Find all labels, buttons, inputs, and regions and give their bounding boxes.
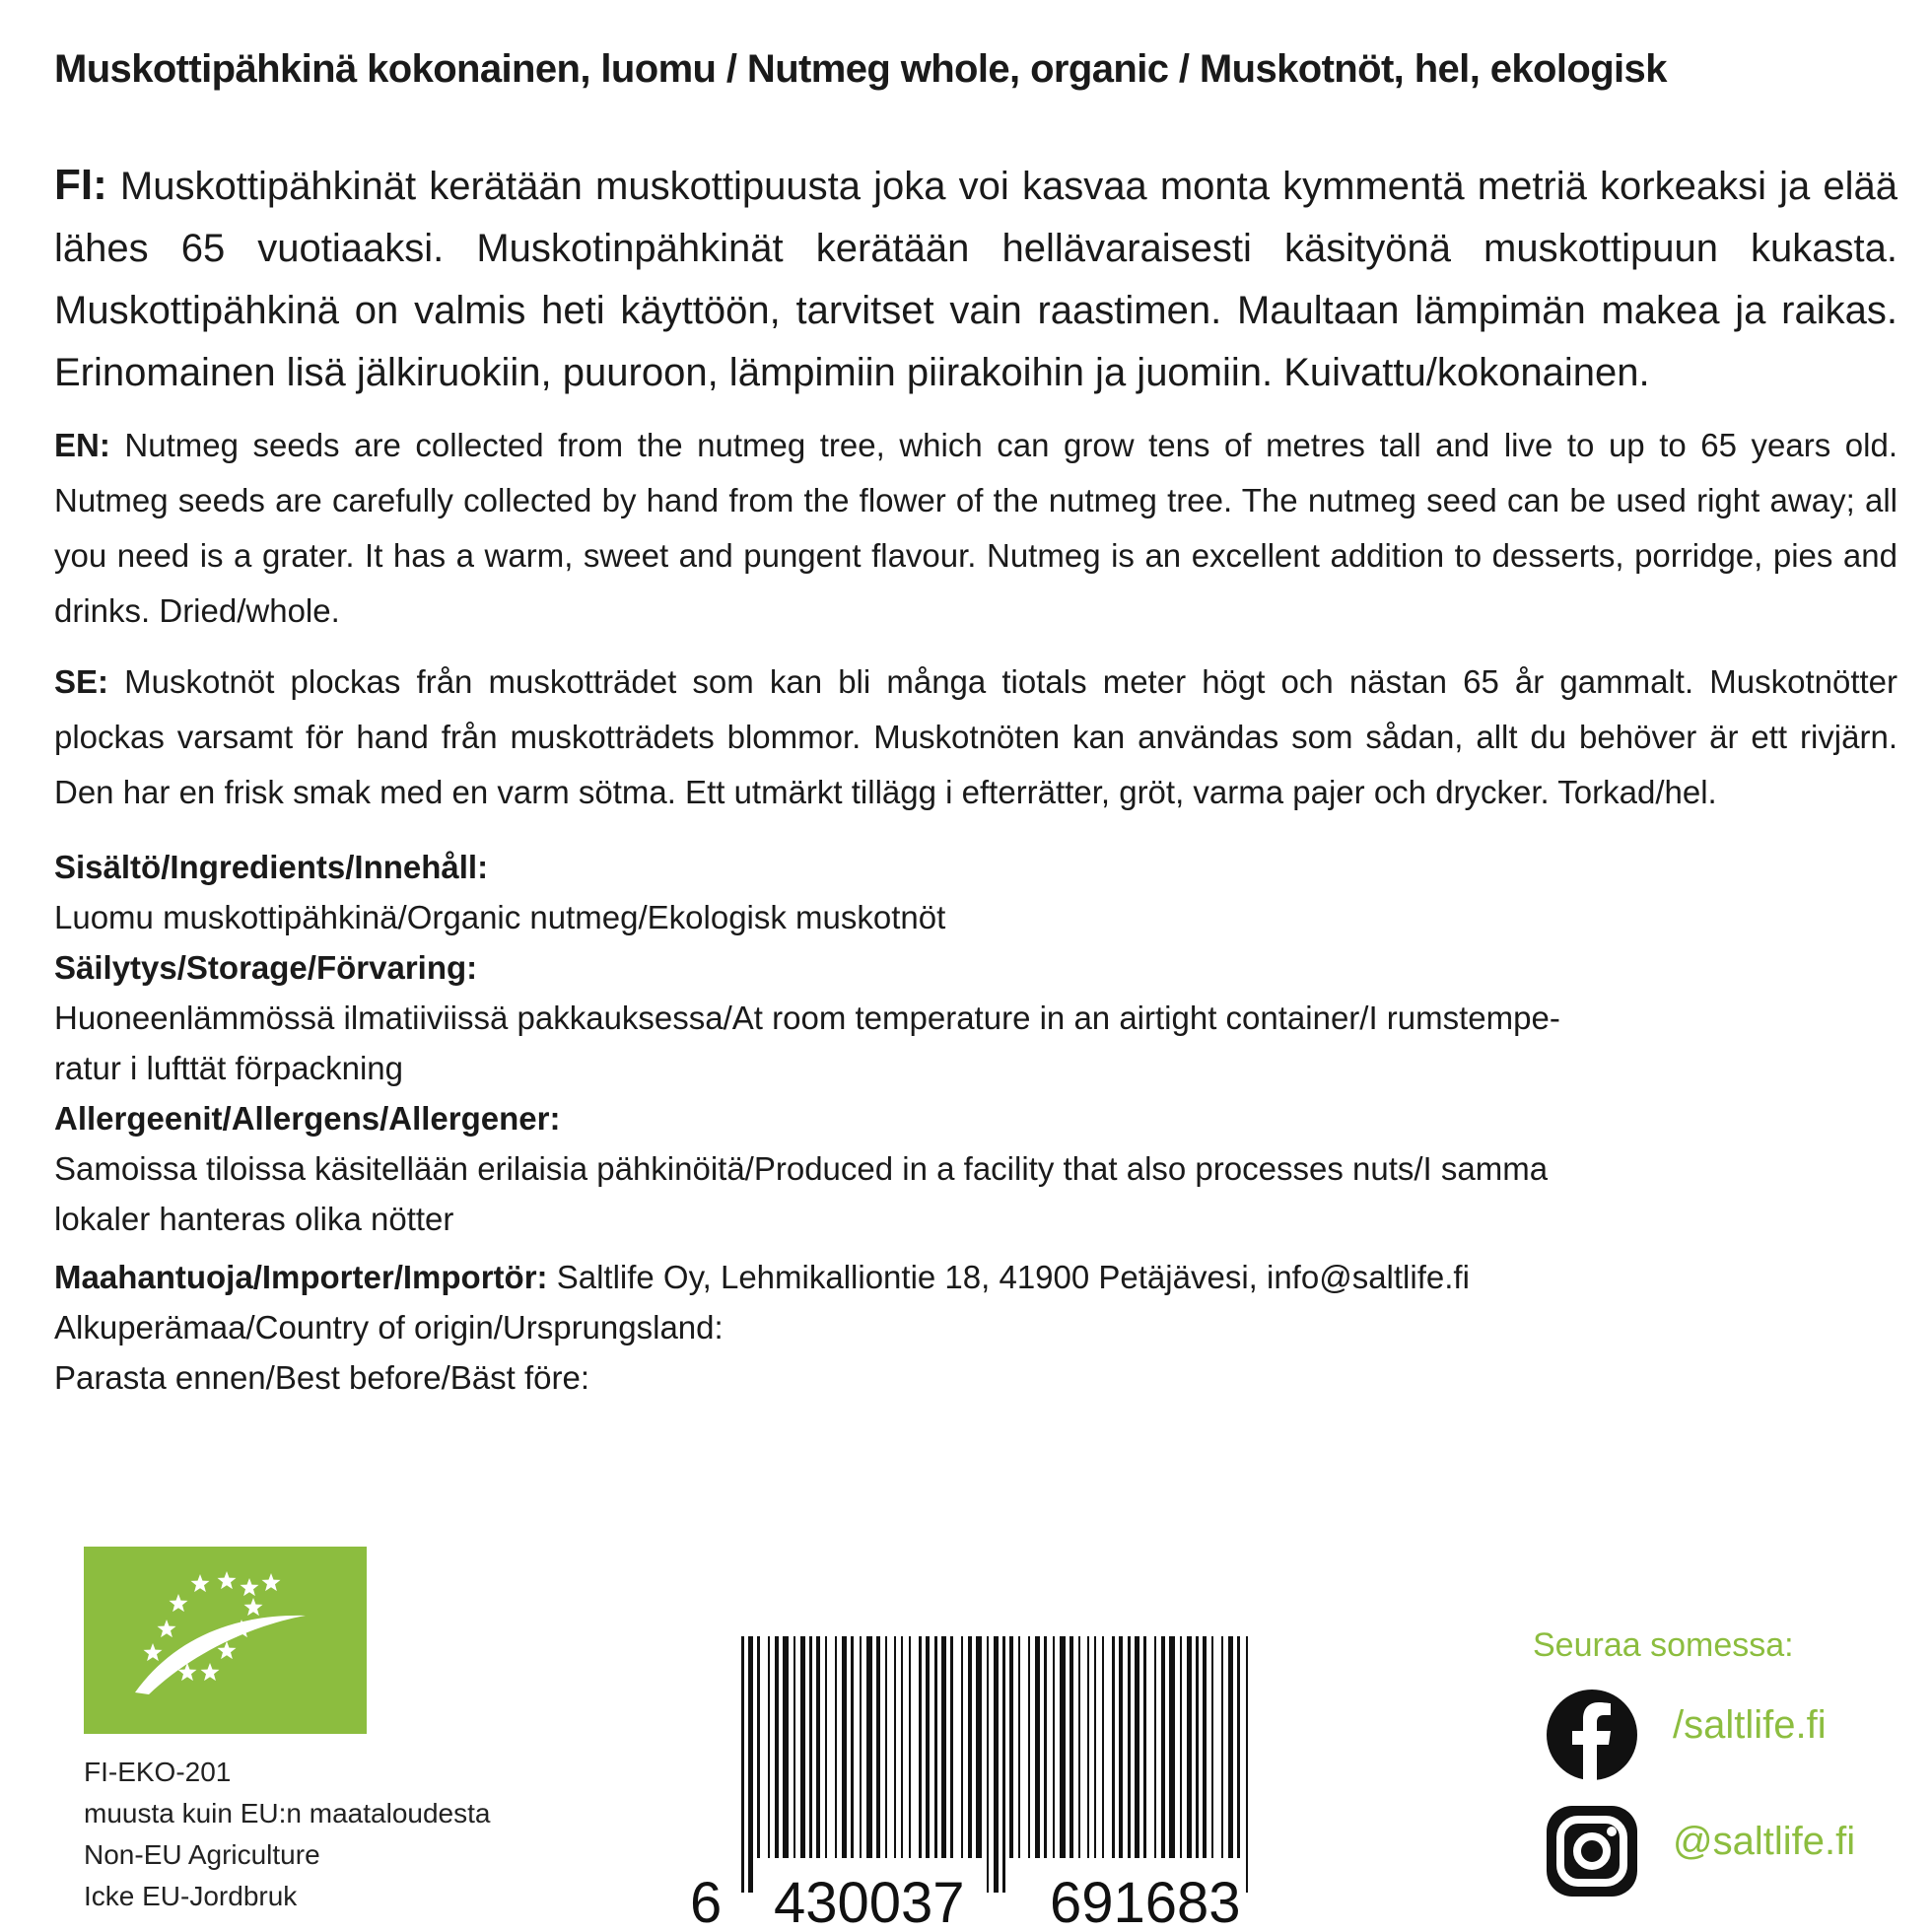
barcode-bar [1028, 1636, 1030, 1858]
social-media-block [1533, 1626, 1907, 1922]
barcode-bar [1094, 1636, 1096, 1858]
barcode-bar [1154, 1636, 1156, 1858]
barcode-bar [794, 1636, 795, 1858]
eu-star-icon [218, 1571, 237, 1589]
barcode-bar [909, 1636, 911, 1858]
barcode-bar [1044, 1636, 1047, 1858]
eu-star-icon [244, 1598, 263, 1616]
barcode-bar [809, 1636, 812, 1858]
barcode-bar [1009, 1636, 1013, 1858]
barcode-bar [1221, 1636, 1223, 1858]
importer-heading: Maahantuoja/Importer/Importör: [54, 1259, 548, 1295]
follow-label: Seuraa somessa: [1533, 1626, 1794, 1664]
barcode-bar [994, 1636, 999, 1893]
barcode-bar [961, 1636, 963, 1858]
barcode-digits-left: 430037 [774, 1871, 965, 1932]
country-of-origin: Alkuperämaa/Country of origin/Ursprungsland: [54, 1309, 724, 1346]
organic-origin-en: Non-EU Agriculture [84, 1839, 320, 1870]
eu-star-icon [144, 1643, 163, 1661]
barcode-bar [741, 1636, 744, 1893]
barcode-bar [919, 1636, 922, 1858]
barcode-bar [1180, 1636, 1182, 1858]
barcode-bar [800, 1636, 805, 1858]
storage-text-line1: Huoneenlämmössä ilmatiiviissä pakkauksessa/At room temperature in an airtight container/I rumstempe- [54, 1000, 1560, 1036]
barcode-bar [1035, 1636, 1040, 1858]
barcode-bar [1211, 1636, 1213, 1858]
barcode-bar [757, 1636, 760, 1858]
label-footer [0, 1543, 1932, 1932]
barcode-digits-right: 691683 [1050, 1871, 1241, 1932]
barcode-bar [1203, 1636, 1207, 1858]
barcode-bar [1161, 1636, 1165, 1858]
barcode-bar [1060, 1636, 1066, 1858]
lang-tag-fi: FI: [54, 161, 107, 209]
barcode-bar [894, 1636, 896, 1858]
eu-star-icon [201, 1663, 220, 1681]
instagram-row[interactable] [1545, 1804, 1899, 1902]
barcode-bar [885, 1636, 887, 1858]
barcode-bar [941, 1636, 946, 1858]
facebook-row[interactable] [1545, 1688, 1899, 1786]
barcode-bar [768, 1636, 770, 1858]
ingredients-text: Luomu muskottipähkinä/Organic nutmeg/Ekologisk muskotnöt [54, 899, 946, 935]
barcode-bar [976, 1636, 982, 1858]
barcode-digit-first: 6 [690, 1871, 723, 1932]
lang-tag-se: SE: [54, 663, 109, 700]
facebook-handle[interactable]: /saltlife.fi [1673, 1703, 1827, 1747]
organic-certification [84, 1752, 490, 1917]
storage-heading: Säilytys/Storage/Förvaring: [54, 949, 478, 986]
barcode-bar [1237, 1636, 1240, 1858]
barcode-bar [934, 1636, 937, 1858]
barcode-bar [1018, 1636, 1020, 1858]
organic-origin-fi: muusta kuin EU:n maataloudesta [84, 1798, 491, 1828]
barcode-bar [851, 1636, 854, 1858]
barcode-bar [1002, 1636, 1005, 1893]
instagram-icon [1545, 1804, 1639, 1898]
eu-star-icon [170, 1594, 188, 1612]
product-info [54, 842, 1898, 1403]
barcode-bar [950, 1636, 953, 1858]
importer-line [54, 1252, 1898, 1302]
description-se [54, 655, 1898, 820]
barcode-bar [866, 1636, 872, 1858]
barcode-bar [1119, 1636, 1123, 1858]
description-se-text: Muskotnöt plockas från muskotträdet som kan bli många tiotals meter högt och nästan 65 år gammalt. Muskotnötter plockas varsamt för hand från muskotträdets blommor. Muskotnöten kan användas som sådan, allt du behöver är ett rivjärn. Den har en frisk smak med en varm sötma. Ett utmärkt tillägg i efterrätter, gröt, varma pajer och drycker. Torkad/hel. [54, 663, 1898, 810]
barcode-bar [783, 1636, 789, 1858]
eu-organic-logo [84, 1547, 367, 1734]
barcode-bar [775, 1636, 779, 1858]
barcode-bar [842, 1636, 847, 1858]
barcode-bar [1143, 1636, 1146, 1858]
description-fi-text: Muskottipähkinät kerätään muskottipuusta joka voi kasvaa monta kymmentä metriä korkeaksi ja elää lähes 65 vuotiaaksi. Muskotinpähkinät kerätään hellävaraisesti käsityönä muskottipuun kukasta. Muskottipähkinä on valmis heti käyttöön, tarvitset vain raastimen. Maultaan lämpimän makea ja raikas. Erinomainen lisä jälkiruokiin, puuroon, lämpimiin piirakoihin ja juomiin. Kuivattu/kokonainen. [54, 165, 1898, 394]
eu-star-icon [262, 1573, 281, 1591]
barcode-bar [1196, 1636, 1199, 1858]
ean-barcode [690, 1636, 1321, 1932]
barcode-bar [1070, 1636, 1073, 1858]
barcode-bar [876, 1636, 880, 1858]
barcode-bar [901, 1636, 903, 1858]
barcode-bar [748, 1636, 753, 1893]
storage-text-line2: ratur i lufttät förpackning [54, 1050, 404, 1086]
barcode-bar [1246, 1636, 1248, 1893]
barcode-bar [1112, 1636, 1115, 1858]
eu-leaf-icon [84, 1547, 367, 1734]
barcode-bar [968, 1636, 972, 1858]
barcode-bar [860, 1636, 862, 1858]
product-title: Muskottipähkinä kokonainen, luomu / Nutmeg whole, organic / Muskotnöt, hel, ekologisk [54, 47, 1667, 91]
barcode-bar [1135, 1636, 1139, 1858]
eu-star-icon [158, 1620, 176, 1637]
best-before: Parasta ennen/Best before/Bäst före: [54, 1359, 590, 1396]
label-text-block [54, 39, 1898, 1403]
organic-code: FI-EKO-201 [84, 1757, 232, 1787]
barcode-bar [1087, 1636, 1089, 1858]
barcode-bar [1078, 1636, 1080, 1858]
eu-star-icon [191, 1574, 210, 1592]
allergens-text-line1: Samoissa tiloissa käsitellään erilaisia pähkinöitä/Produced in a facility that also processes nuts/I samma [54, 1150, 1549, 1187]
barcode-bar [1169, 1636, 1175, 1858]
eu-star-icon [241, 1578, 259, 1596]
lang-tag-en: EN: [54, 427, 110, 463]
organic-origin-se: Icke EU-Jordbruk [84, 1881, 298, 1911]
barcode-bar [825, 1636, 827, 1858]
allergens-text-line2: lokaler hanteras olika nötter [54, 1201, 454, 1237]
barcode-bar [926, 1636, 930, 1858]
description-en-text: Nutmeg seeds are collected from the nutmeg tree, which can grow tens of metres tall and live to up to 65 years old. Nutmeg seeds are carefully collected by hand from the flower of the nutmeg tree. The nutmeg seed can be used right away; all you need is a grater. It has a warm, sweet and pungent flavour. Nutmeg is an excellent addition to desserts, porridge, pies and drinks. Dried/whole. [54, 427, 1898, 629]
barcode-bar [1102, 1636, 1104, 1858]
ingredients-heading: Sisältö/Ingredients/Innehåll: [54, 849, 489, 885]
description-fi [54, 154, 1898, 404]
barcode-bar [1228, 1636, 1233, 1858]
barcode-bar [987, 1636, 989, 1893]
barcode-bar [1128, 1636, 1131, 1858]
barcode-bar [1187, 1636, 1192, 1858]
importer-text: Saltlife Oy, Lehmikalliontie 18, 41900 Petäjävesi, info@saltlife.fi [547, 1259, 1470, 1295]
facebook-icon [1545, 1688, 1639, 1782]
description-en [54, 418, 1898, 639]
barcode-bar [816, 1636, 820, 1858]
instagram-handle[interactable]: @saltlife.fi [1673, 1820, 1856, 1863]
barcode-bar [1053, 1636, 1055, 1858]
allergens-heading: Allergeenit/Allergens/Allergener: [54, 1100, 561, 1137]
barcode-bar [835, 1636, 837, 1858]
